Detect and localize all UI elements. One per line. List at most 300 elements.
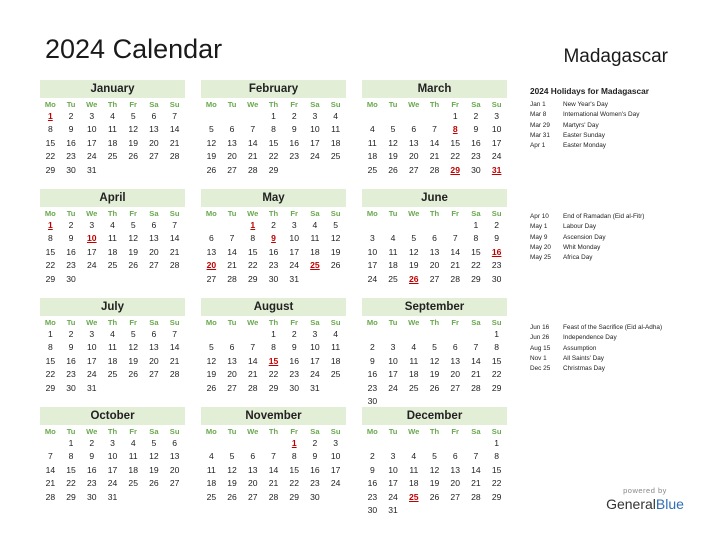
- holiday-day-cell: 20: [206, 260, 217, 271]
- day-cell: 24: [87, 369, 97, 380]
- day-cell: 19: [206, 369, 217, 380]
- weekday-label: Fr: [451, 427, 459, 436]
- day-cell: 12: [128, 124, 138, 135]
- day-cell: 12: [330, 233, 341, 244]
- day-cell: 14: [169, 233, 180, 244]
- holiday-day-cell: 15: [268, 355, 279, 366]
- holiday-day-cell: 9: [271, 233, 276, 244]
- weekday-label: We: [86, 100, 98, 109]
- weekday-label: Mo: [366, 318, 378, 327]
- day-cell: 17: [87, 137, 97, 148]
- day-cell: 28: [169, 151, 180, 162]
- empty-cell: [362, 328, 383, 341]
- day-cell: 22: [491, 478, 502, 489]
- day-cell: 26: [206, 382, 217, 393]
- month-header: August: [201, 298, 346, 316]
- day-cell: 12: [409, 246, 419, 257]
- powered-by-text: powered by: [623, 486, 667, 495]
- day-cell: 23: [367, 491, 378, 502]
- day-cell: 27: [227, 382, 237, 393]
- day-cell: 25: [206, 491, 217, 502]
- day-cell: 4: [411, 342, 417, 353]
- month-september: [362, 298, 507, 408]
- day-cell: 22: [66, 478, 76, 489]
- holiday-day-cell: 26: [409, 273, 419, 284]
- day-cell: 17: [107, 464, 118, 475]
- month-header: May: [201, 189, 346, 207]
- day-cell: 8: [47, 124, 53, 135]
- day-cell: 4: [390, 233, 396, 244]
- day-cell: 14: [248, 355, 258, 366]
- weekday-label: Tu: [388, 427, 398, 436]
- day-cell: 13: [149, 233, 159, 244]
- day-cell: 14: [169, 124, 180, 135]
- holiday-day-cell: 1: [291, 438, 297, 448]
- day-cell: 15: [289, 464, 299, 475]
- day-cell: 8: [473, 233, 479, 244]
- day-cell: 10: [367, 246, 378, 257]
- day-cell: 10: [330, 451, 341, 462]
- day-cell: 31: [87, 164, 97, 175]
- empty-cell: [424, 437, 445, 450]
- day-cell: 29: [268, 164, 279, 175]
- holiday-day-cell: 25: [310, 260, 320, 271]
- day-cell: 13: [248, 464, 258, 475]
- day-cell: 31: [388, 504, 398, 515]
- day-cell: 10: [107, 451, 118, 462]
- day-cell: 21: [169, 137, 180, 148]
- day-cell: 30: [491, 273, 502, 284]
- day-cell: 14: [471, 355, 481, 366]
- empty-cell: [466, 328, 487, 341]
- day-cell: 11: [331, 124, 341, 135]
- day-cell: 22: [268, 369, 279, 380]
- holiday-day-cell: 29: [450, 164, 460, 175]
- empty-cell: [362, 437, 383, 450]
- day-cell: 19: [128, 246, 138, 257]
- weekday-label: Su: [330, 318, 341, 327]
- day-cell: 15: [491, 355, 502, 366]
- weekday-label: Sa: [471, 427, 481, 436]
- month-grid: [201, 316, 346, 395]
- day-cell: 24: [330, 478, 341, 489]
- day-cell: 17: [310, 355, 320, 366]
- day-cell: 18: [330, 137, 341, 148]
- day-cell: 24: [87, 260, 97, 271]
- day-cell: 3: [89, 220, 95, 230]
- day-cell: 7: [452, 233, 458, 244]
- holiday-row: [530, 131, 700, 141]
- day-cell: 28: [471, 382, 481, 393]
- month-july: [40, 298, 185, 395]
- weekday-label: Sa: [310, 100, 320, 109]
- month-header: September: [362, 298, 507, 316]
- day-cell: 28: [248, 382, 258, 393]
- day-cell: 13: [429, 246, 440, 257]
- empty-cell: [424, 110, 445, 123]
- day-cell: 29: [471, 273, 481, 284]
- day-cell: 28: [429, 164, 440, 175]
- weekday-label: Th: [268, 427, 279, 436]
- day-cell: 1: [494, 438, 500, 448]
- empty-cell: [445, 328, 466, 341]
- day-cell: 10: [310, 342, 320, 353]
- day-cell: 3: [89, 111, 95, 121]
- month-february: [201, 80, 346, 177]
- day-cell: 14: [429, 137, 440, 148]
- holiday-day-cell: 1: [250, 220, 256, 230]
- day-cell: 26: [128, 260, 138, 271]
- day-cell: 17: [367, 260, 378, 271]
- day-cell: 5: [130, 220, 136, 230]
- empty-cell: [222, 437, 243, 450]
- month-grid: [362, 98, 507, 177]
- holiday-name: Feast of the Sacrifice (Eid al-Adha): [563, 324, 663, 331]
- day-cell: 14: [450, 246, 460, 257]
- day-cell: 18: [330, 355, 341, 366]
- month-header: November: [201, 407, 346, 425]
- weekday-label: Th: [429, 318, 440, 327]
- day-cell: 6: [151, 329, 157, 339]
- weekday-label: Su: [330, 209, 341, 218]
- weekday-label: Th: [268, 100, 279, 109]
- day-cell: 13: [450, 355, 460, 366]
- holiday-name: Labour Day: [563, 223, 597, 231]
- day-cell: 6: [151, 111, 157, 121]
- day-cell: 28: [471, 491, 481, 502]
- weekday-label: Th: [429, 427, 440, 436]
- day-cell: 3: [390, 451, 396, 462]
- month-grid: [362, 207, 507, 286]
- day-cell: 28: [45, 491, 56, 502]
- day-cell: 12: [206, 355, 217, 366]
- empty-cell: [403, 328, 424, 341]
- day-cell: 6: [452, 451, 458, 462]
- day-cell: 5: [208, 124, 214, 135]
- day-cell: 20: [227, 369, 237, 380]
- day-cell: 21: [45, 478, 56, 489]
- day-cell: 22: [450, 151, 460, 162]
- day-cell: 26: [128, 369, 138, 380]
- holiday-name: Ascension Day: [563, 233, 606, 241]
- day-cell: 28: [450, 273, 460, 284]
- day-cell: 18: [107, 246, 118, 257]
- day-cell: 16: [289, 355, 299, 366]
- month-grid: [40, 98, 185, 177]
- day-cell: 8: [494, 451, 500, 462]
- day-cell: 16: [66, 355, 76, 366]
- weekday-label: Sa: [149, 427, 159, 436]
- day-cell: 26: [227, 491, 237, 502]
- day-cell: 9: [68, 233, 74, 244]
- day-cell: 5: [229, 451, 235, 462]
- day-cell: 23: [66, 369, 76, 380]
- day-cell: 7: [473, 451, 479, 462]
- day-cell: 21: [429, 151, 440, 162]
- empty-cell: [40, 437, 61, 450]
- holiday-day-cell: 1: [47, 111, 53, 121]
- day-cell: 13: [227, 137, 237, 148]
- weekday-label: Mo: [366, 427, 378, 436]
- day-cell: 27: [149, 369, 159, 380]
- day-cell: 26: [206, 164, 217, 175]
- day-cell: 1: [271, 329, 276, 339]
- day-cell: 5: [151, 438, 157, 448]
- day-cell: 30: [66, 273, 76, 284]
- month-grid: [201, 207, 346, 286]
- empty-cell: [403, 110, 424, 123]
- day-cell: 10: [310, 124, 320, 135]
- day-cell: 5: [432, 342, 437, 353]
- day-cell: 16: [367, 369, 378, 380]
- weekday-label: Tu: [66, 427, 76, 436]
- month-header: July: [40, 298, 185, 316]
- month-october: [40, 407, 185, 504]
- weekday-label: Fr: [129, 100, 137, 109]
- day-cell: 13: [149, 124, 159, 135]
- holiday-name: Africa Day: [563, 254, 593, 262]
- day-cell: 7: [47, 451, 53, 462]
- day-cell: 10: [87, 124, 97, 135]
- day-cell: 26: [149, 478, 159, 489]
- month-april: [40, 189, 185, 286]
- day-cell: 8: [494, 342, 500, 353]
- holiday-day-cell: 10: [87, 233, 97, 244]
- day-cell: 21: [169, 355, 180, 366]
- day-cell: 28: [169, 369, 180, 380]
- month-grid: [362, 425, 507, 517]
- holiday-name: New Year's Day: [563, 101, 608, 108]
- holiday-row: [530, 333, 700, 343]
- day-cell: 11: [388, 246, 398, 257]
- day-cell: 15: [450, 137, 460, 148]
- day-cell: 21: [248, 151, 258, 162]
- holiday-date: May 9: [530, 233, 548, 241]
- month-header: April: [40, 189, 185, 207]
- month-march: [362, 80, 507, 177]
- empty-cell: [383, 110, 404, 123]
- weekday-label: Sa: [310, 318, 320, 327]
- weekday-label: Tu: [227, 427, 237, 436]
- day-cell: 3: [291, 220, 297, 230]
- month-november: [201, 407, 346, 504]
- day-cell: 27: [149, 260, 159, 271]
- holiday-row: [530, 212, 700, 222]
- empty-cell: [466, 437, 487, 450]
- weekday-label: Sa: [471, 209, 481, 218]
- day-cell: 23: [66, 151, 76, 162]
- day-cell: 22: [491, 369, 502, 380]
- holiday-name: Martyrs' Day: [563, 121, 599, 129]
- holiday-date: Dec 25: [530, 365, 551, 373]
- holiday-row: [530, 323, 700, 333]
- day-cell: 24: [107, 478, 118, 489]
- holiday-row: [530, 222, 700, 232]
- day-cell: 15: [471, 246, 481, 257]
- day-cell: 20: [409, 151, 419, 162]
- brand-footer: [590, 486, 700, 512]
- day-cell: 26: [429, 382, 440, 393]
- day-cell: 19: [206, 151, 217, 162]
- weekday-label: We: [247, 318, 259, 327]
- day-cell: 2: [68, 220, 74, 230]
- day-cell: 2: [291, 111, 297, 121]
- weekday-label: Su: [169, 100, 180, 109]
- holiday-date: May 25: [530, 254, 551, 262]
- weekday-label: We: [408, 318, 420, 327]
- weekday-label: Mo: [44, 100, 56, 109]
- day-cell: 25: [330, 369, 341, 380]
- day-cell: 5: [130, 111, 136, 121]
- holiday-date: Jan 1: [530, 101, 546, 108]
- day-cell: 7: [229, 233, 235, 244]
- day-cell: 3: [110, 438, 115, 448]
- day-cell: 3: [390, 342, 396, 353]
- day-cell: 19: [330, 246, 341, 257]
- weekday-label: Th: [107, 100, 118, 109]
- day-cell: 17: [388, 369, 398, 380]
- weekday-label: Tu: [66, 209, 76, 218]
- day-cell: 7: [172, 111, 178, 121]
- day-cell: 19: [128, 355, 138, 366]
- day-cell: 14: [471, 464, 481, 475]
- holiday-name: Independence Day: [563, 334, 617, 342]
- day-cell: 28: [268, 491, 279, 502]
- empty-cell: [383, 437, 404, 450]
- day-cell: 8: [250, 233, 256, 244]
- day-cell: 11: [128, 451, 138, 462]
- day-cell: 20: [450, 369, 460, 380]
- page-title: 2024 Calendar: [45, 34, 223, 64]
- day-cell: 28: [227, 273, 237, 284]
- day-cell: 7: [271, 451, 276, 462]
- day-cell: 21: [268, 478, 279, 489]
- holiday-date: Aug 15: [530, 344, 551, 352]
- empty-cell: [403, 219, 424, 232]
- day-cell: 8: [291, 451, 297, 462]
- day-cell: 3: [494, 111, 500, 121]
- day-cell: 25: [107, 260, 118, 271]
- day-cell: 15: [268, 137, 279, 148]
- weekday-label: Su: [491, 209, 502, 218]
- weekday-label: Fr: [290, 209, 298, 218]
- day-cell: 8: [271, 342, 276, 353]
- day-cell: 30: [87, 491, 97, 502]
- weekday-label: Th: [429, 100, 440, 109]
- weekday-label: We: [86, 318, 98, 327]
- day-cell: 13: [409, 137, 419, 148]
- day-cell: 1: [473, 220, 479, 230]
- day-cell: 6: [229, 342, 235, 353]
- holiday-date: May 20: [530, 243, 551, 251]
- day-cell: 20: [429, 260, 440, 271]
- weekday-label: We: [247, 100, 259, 109]
- holiday-name: Easter Sunday: [563, 131, 605, 139]
- holiday-date: Mar 31: [530, 131, 550, 139]
- holiday-row: [530, 110, 700, 120]
- day-cell: 27: [409, 164, 419, 175]
- month-header: June: [362, 189, 507, 207]
- day-cell: 16: [471, 137, 481, 148]
- day-cell: 4: [110, 220, 115, 230]
- holiday-row: [530, 233, 700, 243]
- weekday-label: Fr: [451, 100, 459, 109]
- month-grid: [40, 207, 185, 286]
- day-cell: 2: [89, 438, 95, 448]
- day-cell: 23: [471, 151, 481, 162]
- day-cell: 2: [494, 220, 500, 230]
- day-cell: 4: [411, 451, 417, 462]
- day-cell: 5: [390, 124, 396, 135]
- empty-cell: [383, 328, 404, 341]
- day-cell: 11: [331, 342, 341, 353]
- day-cell: 15: [45, 246, 56, 257]
- day-cell: 23: [491, 260, 502, 271]
- day-cell: 13: [206, 246, 217, 257]
- empty-cell: [201, 219, 222, 232]
- day-cell: 10: [388, 355, 398, 366]
- day-cell: 8: [47, 342, 53, 353]
- empty-cell: [263, 437, 284, 450]
- month-may: [201, 189, 346, 286]
- empty-cell: [445, 219, 466, 232]
- day-cell: 11: [310, 233, 320, 244]
- day-cell: 27: [450, 382, 460, 393]
- day-cell: 10: [87, 342, 97, 353]
- holiday-list-title: 2024 Holidays for Madagascar: [530, 86, 649, 96]
- weekday-label: Th: [429, 209, 440, 218]
- day-cell: 24: [367, 273, 378, 284]
- day-cell: 18: [310, 246, 320, 257]
- day-cell: 19: [429, 369, 440, 380]
- weekday-label: Fr: [129, 427, 137, 436]
- weekday-label: Th: [107, 209, 118, 218]
- day-cell: 21: [227, 260, 237, 271]
- day-cell: 22: [45, 151, 56, 162]
- day-cell: 7: [172, 220, 178, 230]
- weekday-label: We: [408, 427, 420, 436]
- weekday-label: We: [247, 427, 259, 436]
- day-cell: 29: [491, 382, 502, 393]
- weekday-label: Su: [491, 318, 502, 327]
- day-cell: 29: [268, 382, 279, 393]
- day-cell: 18: [107, 137, 118, 148]
- empty-cell: [242, 437, 263, 450]
- day-cell: 20: [450, 478, 460, 489]
- day-cell: 4: [110, 329, 115, 339]
- holiday-date: Nov 1: [530, 354, 547, 362]
- day-cell: 22: [248, 260, 258, 271]
- holiday-date: Mar 8: [530, 111, 547, 119]
- day-cell: 26: [128, 151, 138, 162]
- day-cell: 15: [491, 464, 502, 475]
- day-cell: 29: [289, 491, 299, 502]
- day-cell: 14: [169, 342, 180, 353]
- weekday-label: Su: [169, 209, 180, 218]
- month-grid: [362, 316, 507, 408]
- day-cell: 30: [367, 504, 378, 515]
- empty-cell: [201, 328, 222, 341]
- day-cell: 23: [268, 260, 279, 271]
- holiday-day-cell: 31: [491, 164, 502, 175]
- day-cell: 7: [250, 342, 256, 353]
- country-name: Madagascar: [563, 46, 668, 67]
- weekday-label: We: [408, 209, 420, 218]
- day-cell: 25: [367, 164, 378, 175]
- day-cell: 1: [47, 329, 53, 339]
- weekday-label: We: [408, 100, 420, 109]
- day-cell: 12: [128, 233, 138, 244]
